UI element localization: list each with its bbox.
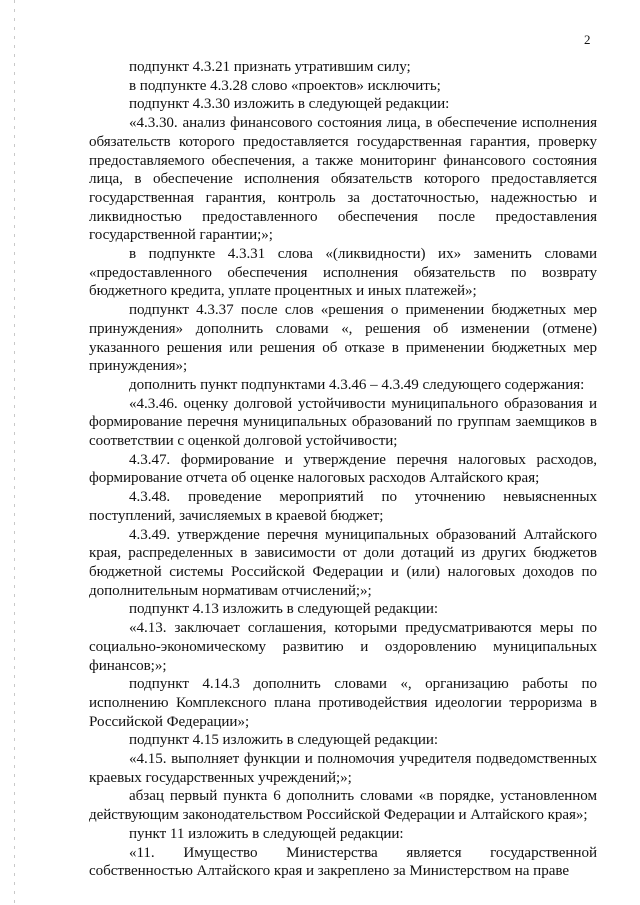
paragraph-add-subpoints: дополнить пункт подпунктами 4.3.46 – 4.3.49 следующего содержания: [129,376,585,393]
paragraph-4-13-intro: подпункт 4.13 изложить в следующей редакции: [129,601,439,618]
paragraph-4-14-3: подпункт 4.14.3 дополнить словами «, организацию работы по исполнению Комплексного плана противодействия идеологии терроризма в Российской Федерации»; [89,676,597,730]
paragraph-4-15-intro: подпункт 4.15 изложить в следующей редакции: [129,732,439,749]
scan-edge-mark [14,0,15,905]
paragraph-4-3-46: «4.3.46. оценку долговой устойчивости муниципального образования и формирование перечня муниципальных образований по группам заемщиков в соответствии с оценкой долговой устойчивости; [89,395,597,450]
paragraph-point-6: абзац первый пункта 6 дополнить словами «в порядке, установленном действующим законодательством Российской Федерации и Алтайского края»; [89,788,597,824]
paragraph-4-3-30-text: «4.3.30. анализ финансового состояния лица, в обеспечение исполнения обязательств которого предоставляется государственная гарантия, проверку предоставляемого обеспечения, а также мониторинг финансового состояния лица, в обеспечение исполнения обязательств которого предоставляется государственная гарантия, контроль за достаточностью, надежностью и ликвидностью предоставленного обеспечения после предоставления государственной гарантии;»; [89,115,597,244]
paragraph-4-3-48: 4.3.48. проведение мероприятий по уточнению невыясненных поступлений, зачисляемых в краевой бюджет; [89,489,597,524]
paragraph-4-3-21: подпункт 4.3.21 признать утратившим силу; [129,59,411,75]
paragraph-4-3-49: 4.3.49. утверждение перечня муниципальных образований Алтайского края, распределенных в зависимости от доли дотаций из других бюджетов бюджетной системы Российской Федерации и (или) налоговых доходов по дополнительным нормативам отчислений;»; [89,526,597,599]
paragraph-4-3-30-intro: подпункт 4.3.30 изложить в следующей редакции: [129,96,450,113]
paragraph-4-3-28: в подпункте 4.3.28 слово «проектов» исключить; [129,77,441,94]
paragraph-4-3-47: 4.3.47. формирование и утверждение перечня налоговых расходов, формирование отчета об оценке налоговых расходов Алтайского края; [89,451,597,487]
paragraph-4-3-37: подпункт 4.3.37 после слов «решения о применении бюджетных мер принуждения» дополнить словами «, решения об изменении (отмене) указанного решения или решения об отказе в применении бюджетных мер принуждения»; [89,302,597,375]
paragraph-4-3-31: в подпункте 4.3.31 слова «(ликвидности) их» заменить словами «предоставленного обеспечения исполнения обязательств по возврату бюджетного кредита, уплате процентных и иных платежей»; [89,246,597,300]
paragraph-point-11-intro: пункт 11 изложить в следующей редакции: [129,825,404,842]
paragraph-4-13-text: «4.13. заключает соглашения, которыми предусматриваются меры по социально-экономическому развитию и оздоровлению муниципальных финансов;»; [89,620,597,674]
document-body [89,58,597,881]
paragraph-point-11-text: «11. Имущество Министерства является государственной собственностью Алтайского края и закреплено за Министерством на праве [89,844,597,880]
paragraph-4-15-text: «4.15. выполняет функции и полномочия учредителя подведомственных краевых государственных учреждений;»; [89,751,597,786]
page-number: 2 [584,32,591,47]
